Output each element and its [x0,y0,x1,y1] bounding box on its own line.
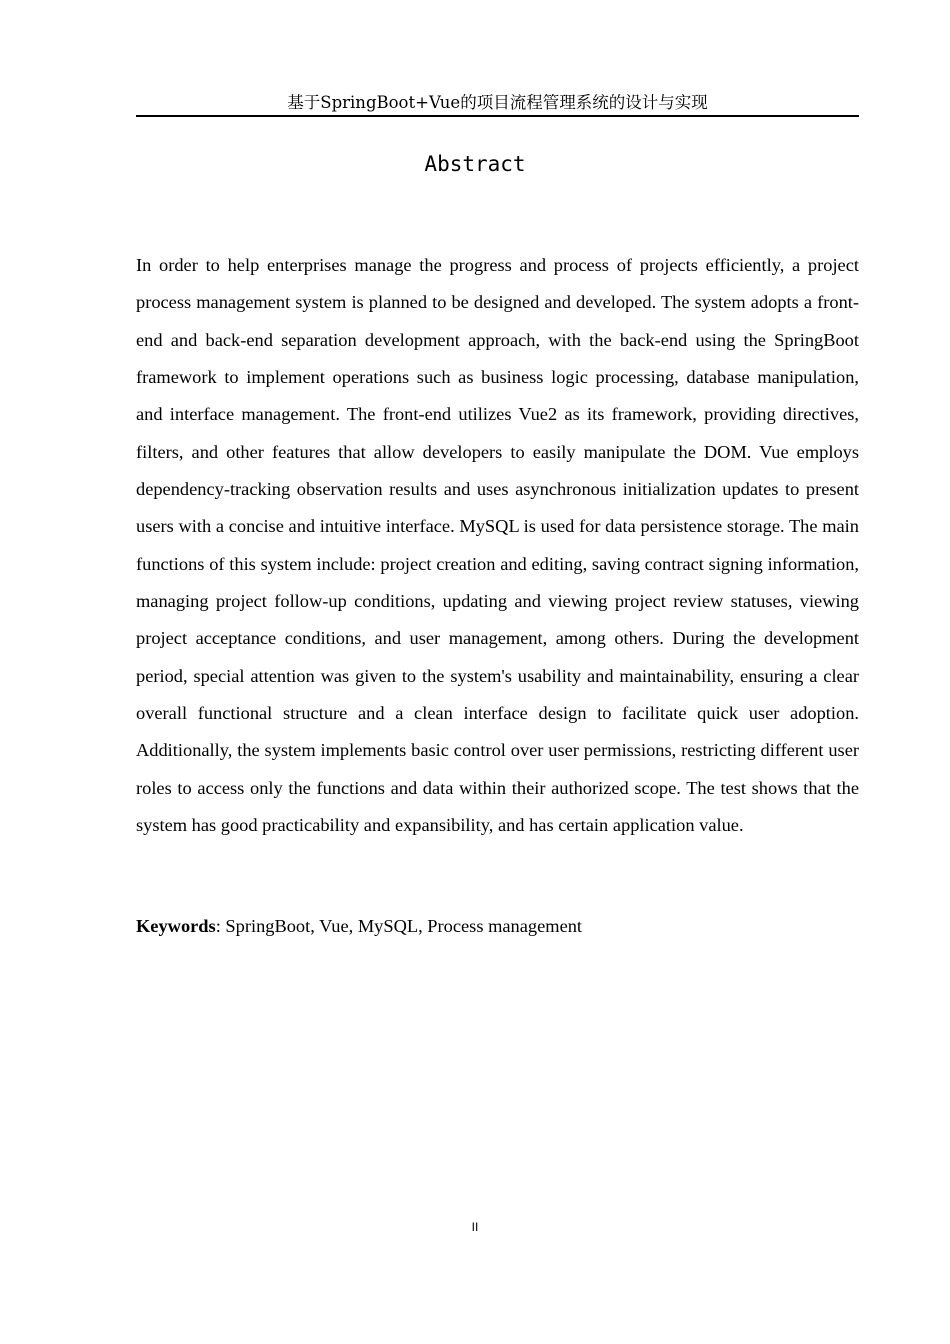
running-header-title: 基于SpringBoot+Vue的项目流程管理系统的设计与实现 [287,93,708,112]
abstract-paragraph: In order to help enterprises manage the progress and process of projects efficiently, a project process management system is planned to be designed and developed. The system adopts a front-end and back-end separation development approach, with the back-end using the SpringBoot framework to implement operations such as business logic processing, database manipulation, and interface management. The front-end utilizes Vue2 as its framework, providing directives, filters, and other features that allow developers to easily manipulate the DOM. Vue employs dependency-tracking observation results and uses asynchronous initialization updates to present users with a concise and intuitive interface. MySQL is used for data persistence storage. The main functions of this system include: project creation and editing, saving contract signing information, managing project follow-up conditions, updating and viewing project review statuses, viewing project acceptance conditions, and user management, among others. During the development period, special attention was given to the system's usability and maintainability, ensuring a clear overall functional structure and a clean interface design to facilitate quick user adoption. Additionally, the system implements basic control over user permissions, restricting different user roles to access only the functions and data within their authorized scope. The test shows that the system has good practicability and expansibility, and has certain application value. [136,255,859,836]
running-header [136,91,859,117]
page-number: II [471,1220,479,1234]
keywords-label: Keywords [136,916,216,936]
keywords-value: SpringBoot, Vue, MySQL, Process management [225,916,583,936]
keywords-separator: : [215,916,226,936]
page-title: Abstract [424,152,526,176]
keywords-line [136,912,859,940]
